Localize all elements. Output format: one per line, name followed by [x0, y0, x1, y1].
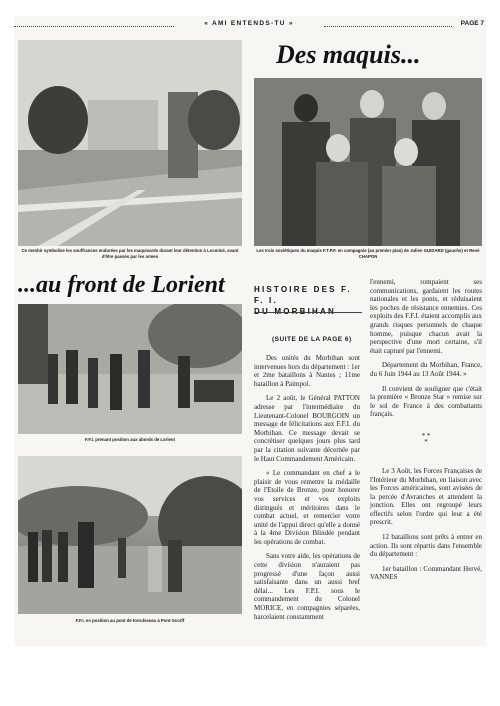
header-dotted-rule-right	[324, 26, 452, 27]
article-paragraph: Le 3 Août, les Forces Françaises de l'Intérieur du Morbihan, en liaison avec les Forces américaines, sont avisées de la percée d'Avranches et attendent la jonction. Elles ont regroupé leurs effectifs selon l'ordre qui leur a été prescrit.	[370, 466, 482, 527]
soviets-photo	[254, 78, 482, 246]
page-number: PAGE 7	[460, 20, 484, 27]
article-paragraph: l'ennemi, rompaient ses communications, gardaient les routes nationales et les ponts, et réduisaient les poches de résistance ennemies. Ces exploits des F.F.I. étaient accomplis aux grands risques personnels de chaque homme, puisque chacun avait la perspective d'une mort certaine, s'il était capturé par l'ennemi.	[370, 278, 482, 355]
article-paragraph: Le 2 août, le Général PATTON adresse par l'intermédiaire du Lieutenant-Colonel BOURGOIN un message de félicitations aux F.F.I. du Morbihan. Ce message devait se concrétiser quelques jours plus tard par la citation suivante décernée par le Haut Commandement Américain.	[254, 394, 360, 463]
newspaper-page	[14, 16, 486, 646]
lorient-positions-photo	[18, 304, 242, 434]
lorient-positions-caption: F.F.I. prenant position aux abords de Lorient	[84, 437, 175, 442]
article-heading-line2: DU MORBIHAN	[254, 307, 336, 316]
menhir-photo	[18, 40, 242, 246]
heading-rule	[254, 312, 362, 313]
article-heading-line1: HISTOIRE DES F. F. I.	[254, 285, 352, 305]
maquis-title: Des maquis...	[276, 40, 421, 69]
article-paragraph: Des unités du Morbihan sont intervenues hors du département : 1er et 2me bataillons à Nantes ; 11me bataillon à Paimpol.	[254, 354, 360, 388]
page-header	[14, 20, 486, 32]
article-paragraph: Département du Morbihan, France, du 6 Juin 1944 au 13 Août 1944. »	[370, 361, 482, 378]
article-paragraph: Sans votre aide, les opérations de cette division n'auraient pas progressé d'une façon aussi satisfaisante dans un aussi bref délai... Les F.P.I. sous le commandement du Colonel MORICE, en compagnies séparées, harcelaient constamment	[254, 552, 360, 621]
menhir-caption: Ce menhir symbolise les souffrances endurées par les maquisards durant leur détention à Locminé, avant d'être passés par les armes	[21, 248, 239, 260]
pont-scorff-photo	[18, 456, 242, 614]
article-paragraph: « Le commandant en chef a le plaisir de vous remettre la médaille de l'Etoile de Bronze, pour honorer vos services et vos exploits distingués et méritoires dans le combat actuel, et remercier votre unité de l'appui direct qu'elle a donné à la 4me Division Blindée pendant les opérations de combat.	[254, 469, 360, 546]
soviets-caption: Les trois soviétiques du maquis F.T.P.F. en compagnie (au premier plan) de Julien GUIDARD (gauche) et René CHAPON	[256, 248, 480, 260]
article-paragraph: Il convient de souligner que c'était la première « Bronze Star » remise sur le sol de France à des combattants français.	[370, 384, 482, 419]
lorient-title: ...au front de Lorient	[18, 272, 225, 298]
section-stars: * * *	[421, 431, 431, 446]
article-column-2	[370, 278, 482, 588]
article-paragraph: 1er bataillon : Commandant Hervé, VANNES	[370, 564, 482, 582]
pont-scorff-caption: F.F.I. en position au pont de Kerulsseau à Pont-Scorff	[75, 618, 185, 623]
article-column-1	[254, 354, 360, 627]
article-paragraph: 12 bataillons sont prêts à entrer en action. Ils sont répartis dans l'ensemble du département :	[370, 533, 482, 559]
suite-note: (SUITE DE LA PAGE 6)	[272, 336, 352, 343]
header-dotted-rule-left	[14, 26, 174, 27]
publication-title: « AMI ENTENDS-TU »	[174, 20, 324, 27]
